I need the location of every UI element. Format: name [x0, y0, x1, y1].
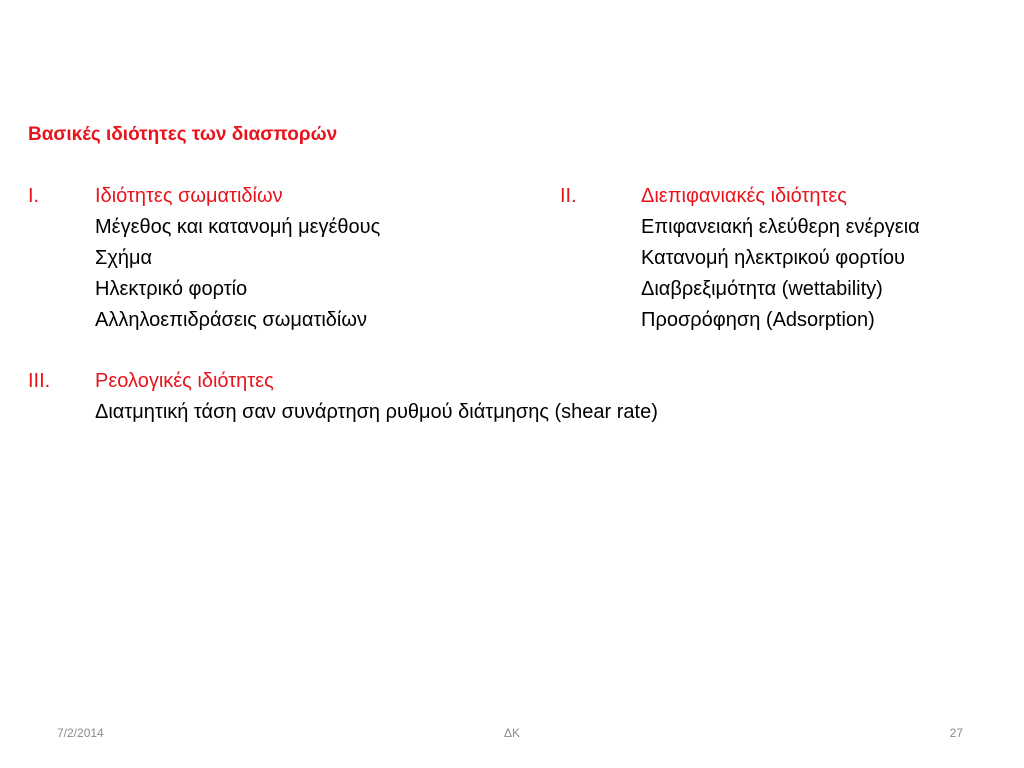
footer-author: ΔΚ: [503, 726, 521, 740]
section-particle-properties: [28, 181, 498, 341]
footer-page-number: 27: [949, 726, 963, 740]
footer-date: 7/2/2014: [57, 726, 104, 740]
list-item: Διαβρεξιμότητα (wettability): [641, 278, 883, 300]
section-items: [95, 397, 658, 428]
list-item: Σχήμα: [95, 247, 153, 269]
section-rheological-properties: [28, 366, 848, 436]
list-item: Διατμητική τάση σαν συνάρτηση ρυθμού διάτμησης (shear rate): [95, 401, 658, 423]
section-numeral: I.: [28, 185, 40, 207]
section-heading: Ιδιότητες σωματιδίων: [95, 185, 283, 207]
list-item: Επιφανειακή ελεύθερη ενέργεια: [641, 216, 920, 238]
section-numeral: II.: [560, 185, 577, 207]
section-heading: Ρεολογικές ιδιότητες: [95, 370, 274, 392]
list-item: Προσρόφηση (Adsorption): [641, 309, 875, 331]
section-items: [641, 212, 920, 336]
list-item: Αλληλοεπιδράσεις σωματιδίων: [95, 309, 367, 331]
section-numeral: III.: [28, 370, 51, 392]
list-item: Μέγεθος και κατανομή μεγέθους: [95, 216, 381, 238]
section-interfacial-properties: [560, 181, 1010, 341]
list-item: Κατανομή ηλεκτρικού φορτίου: [641, 247, 905, 269]
slide-title: Βασικές ιδιότητες των διασπορών: [28, 124, 338, 145]
section-items: [95, 212, 380, 336]
list-item: Ηλεκτρικό φορτίο: [95, 278, 248, 300]
section-heading: Διεπιφανιακές ιδιότητες: [641, 185, 847, 207]
